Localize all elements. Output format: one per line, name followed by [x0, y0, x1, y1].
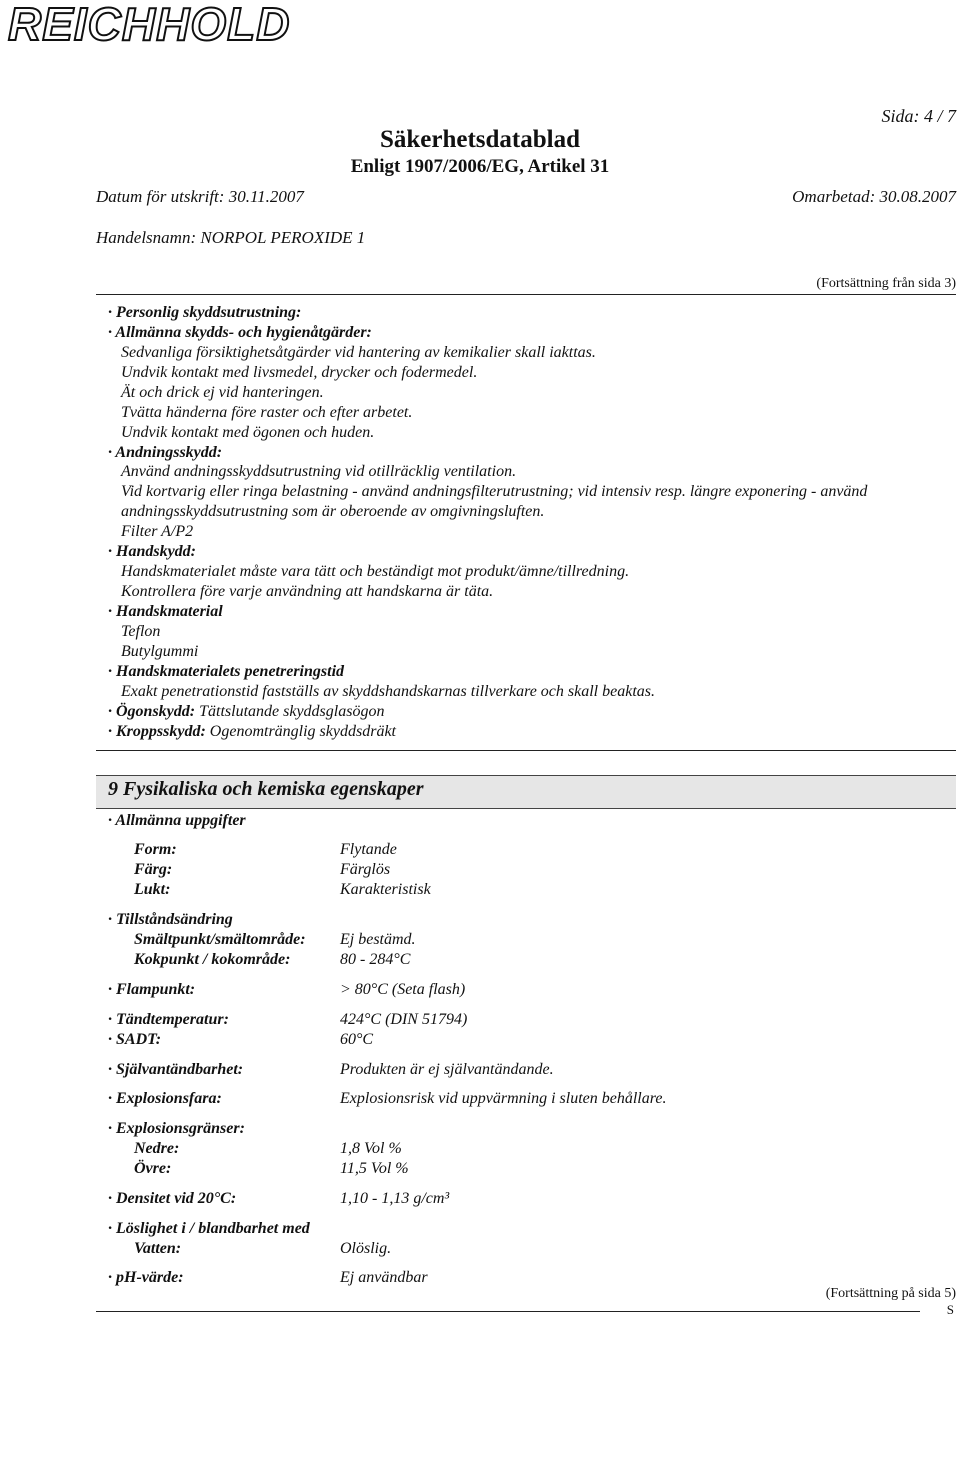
- water-value: Olöslig.: [340, 1240, 392, 1257]
- hand-protection-heading: · Handskydd:: [108, 543, 196, 560]
- color-value: Färglös: [340, 861, 391, 878]
- footer-mark: S: [946, 1302, 954, 1317]
- odor-label: Lukt:: [134, 881, 171, 898]
- section-rule: [96, 750, 956, 751]
- page-number: Sida: 4 / 7: [881, 106, 956, 126]
- respiratory-line: andningsskyddsutrustning som är oberoende av omgivningsluften.: [121, 503, 545, 520]
- trade-name: Handelsnamn: NORPOL PEROXIDE 1: [96, 228, 366, 247]
- explosion-limits-heading: · Explosionsgränser:: [108, 1120, 245, 1137]
- hygiene-line: Undvik kontakt med livsmedel, drycker och fodermedel.: [121, 364, 478, 381]
- melting-point-label: Smältpunkt/smältområde:: [134, 931, 306, 948]
- sadt-value: 60°C: [340, 1031, 374, 1048]
- section-9-title: 9 Fysikaliska och kemiska egenskaper: [108, 778, 424, 800]
- self-ignition-value: Produkten är ej självantändande.: [340, 1061, 554, 1078]
- upper-limit-value: 11,5 Vol %: [340, 1160, 409, 1177]
- glove-material: Teflon: [121, 623, 161, 640]
- logo-text: REICHHOLD: [8, 0, 291, 50]
- density-value: 1,10 - 1,13 g/cm³: [340, 1190, 450, 1207]
- lower-limit-label: Nedre:: [134, 1140, 180, 1157]
- explosion-hazard-value: Explosionsrisk vid uppvärmning i sluten behållare.: [340, 1090, 667, 1107]
- body-protection-label: · Kroppsskydd:: [108, 723, 206, 740]
- body-protection-value: Ogenomtränglig skyddsdräkt: [209, 723, 396, 740]
- body-protection: [108, 722, 396, 742]
- document-subtitle: Enligt 1907/2006/EG, Artikel 31: [350, 156, 610, 177]
- water-label: Vatten:: [134, 1240, 182, 1257]
- ph-label: · pH-värde:: [108, 1269, 184, 1286]
- respiratory-line: Vid kortvarig eller ringa belastning - använd andningsfilterutrustning; vid intensiv resp. längre exponering - använd: [121, 483, 868, 500]
- respiratory-heading: · Andningsskydd:: [108, 444, 223, 461]
- revised-date: Omarbetad: 30.08.2007: [792, 187, 956, 206]
- glove-material: Butylgummi: [121, 643, 199, 660]
- odor-value: Karakteristisk: [340, 881, 431, 898]
- continued-from: (Fortsättning från sida 3): [816, 276, 956, 291]
- melting-point-value: Ej bestämd.: [340, 931, 416, 948]
- hand-line: Handskmaterialet måste vara tätt och beständigt mot produkt/ämne/tillredning.: [121, 563, 630, 580]
- boiling-point-value: 80 - 284°C: [340, 951, 411, 968]
- flash-point-value: > 80°C (Seta flash): [340, 981, 466, 998]
- flash-point-label: · Flampunkt:: [108, 981, 196, 998]
- eye-protection-label: · Ögonskydd:: [108, 703, 196, 720]
- eye-protection: [108, 702, 384, 722]
- hand-line: Kontrollera före varje användning att handskarna är täta.: [121, 583, 494, 600]
- footer-rule: [96, 1311, 920, 1312]
- boiling-point-label: Kokpunkt / kokområde:: [134, 951, 291, 968]
- color-label: Färg:: [134, 861, 173, 878]
- density-label: · Densitet vid 20°C:: [108, 1190, 237, 1207]
- hygiene-line: Tvätta händerna före raster och efter arbetet.: [121, 404, 413, 421]
- general-info-heading: · Allmänna uppgifter: [108, 812, 246, 829]
- ignition-temp-value: 424°C (DIN 51794): [340, 1011, 468, 1028]
- self-ignition-label: · Självantändbarhet:: [108, 1061, 244, 1078]
- ignition-temp-label: · Tändtemperatur:: [108, 1011, 229, 1028]
- print-date: Datum för utskrift: 30.11.2007: [96, 187, 304, 206]
- hygiene-line: Undvik kontakt med ögonen och huden.: [121, 424, 375, 441]
- hygiene-line: Sedvanliga försiktighetsåtgärder vid hantering av kemikalier skall iakttas.: [121, 344, 596, 361]
- date-line: [96, 187, 956, 207]
- penetration-heading: · Handskmaterialets penetreringstid: [108, 663, 345, 680]
- document-title: Säkerhetsdatablad: [379, 126, 581, 153]
- penetration-text: Exakt penetrationstid fastställs av skyddshandskarnas tillverkare och skall beaktas.: [121, 683, 655, 700]
- reichhold-logo: [8, 0, 308, 48]
- lower-limit-value: 1,8 Vol %: [340, 1140, 402, 1157]
- glove-material-heading: · Handskmaterial: [108, 603, 223, 620]
- state-change-heading: · Tillståndsändring: [108, 911, 233, 928]
- respiratory-filter: Filter A/P2: [121, 523, 194, 540]
- form-label: Form:: [134, 841, 177, 858]
- respiratory-line: Använd andningsskyddsutrustning vid otillräcklig ventilation.: [121, 463, 517, 480]
- explosion-hazard-label: · Explosionsfara:: [108, 1090, 222, 1107]
- form-value: Flytande: [340, 841, 397, 858]
- eye-protection-value: Tättslutande skyddsglasögon: [199, 703, 385, 720]
- hygiene-line: Ät och drick ej vid hanteringen.: [121, 384, 324, 401]
- general-hygiene-heading: · Allmänna skydds- och hygienåtgärder:: [108, 324, 372, 341]
- sadt-label: · SADT:: [108, 1031, 162, 1048]
- personal-protection-heading: · Personlig skyddsutrustning:: [108, 304, 302, 321]
- continued-on: (Fortsättning på sida 5): [825, 1286, 956, 1301]
- ph-value: Ej användbar: [340, 1269, 428, 1286]
- header-rule: [96, 294, 956, 295]
- upper-limit-label: Övre:: [134, 1160, 172, 1177]
- solubility-heading: · Löslighet i / blandbarhet med: [108, 1220, 310, 1237]
